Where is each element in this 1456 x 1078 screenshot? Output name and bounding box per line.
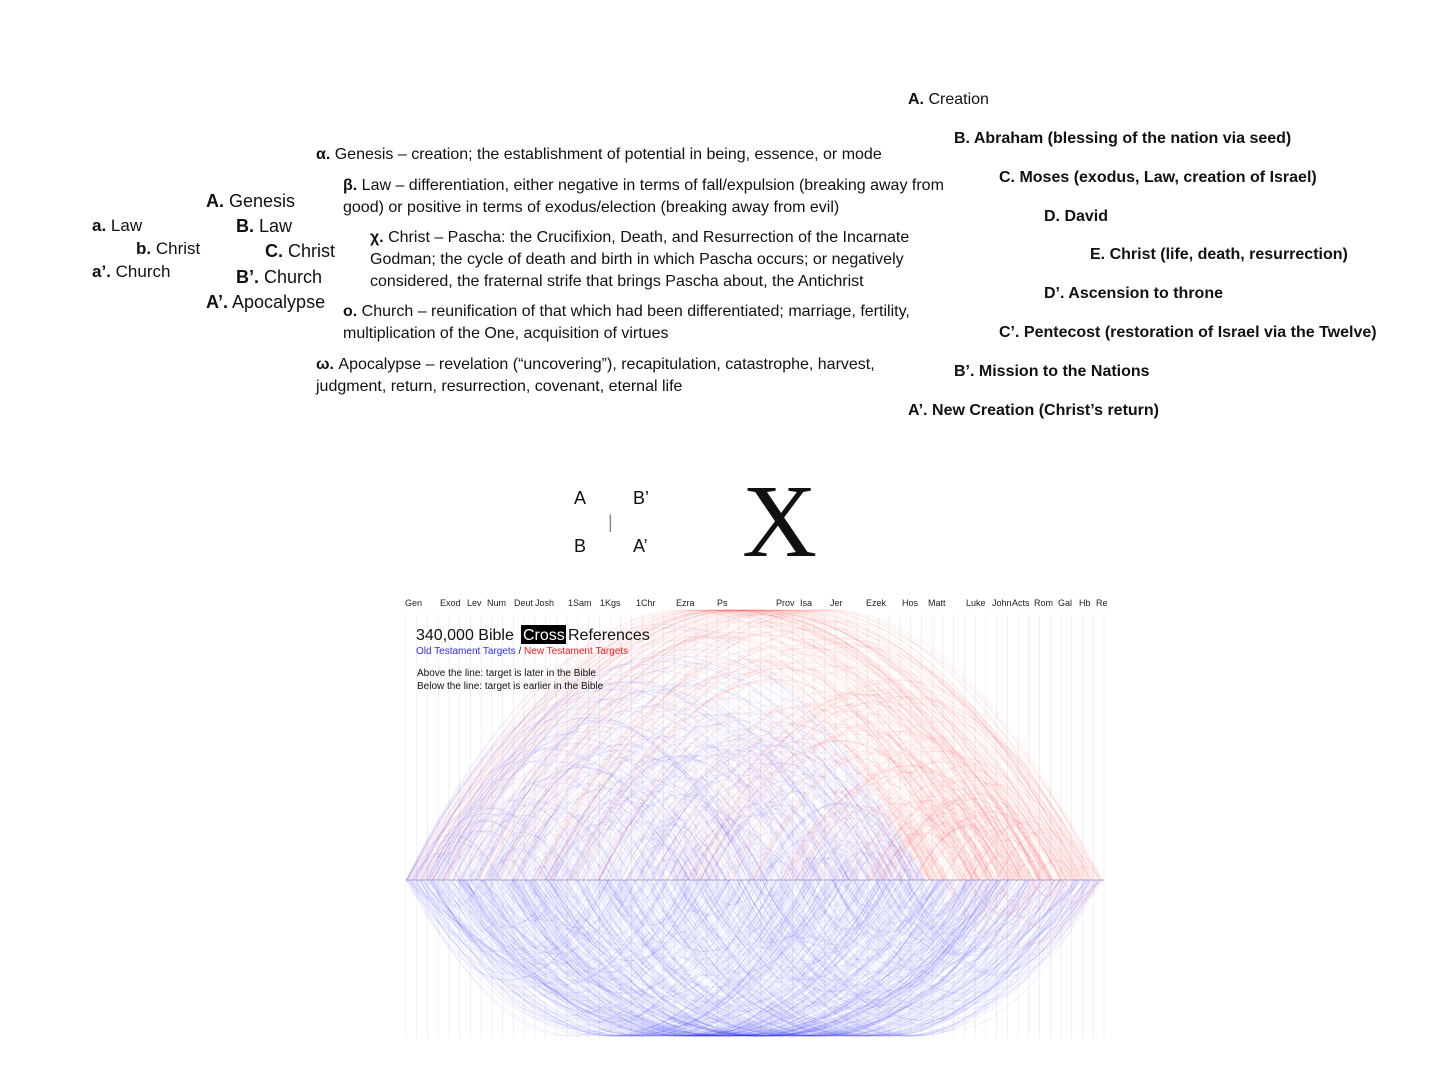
greek-omicron: ο. Church – reunification of that which had been differentiated; marriage, fertility, multiplication of the One, acquisition of virtues bbox=[343, 303, 910, 342]
chiasm-a-prime: A’ bbox=[633, 536, 648, 556]
book-label-hos: Hos bbox=[902, 598, 919, 608]
note-below-line: Below the line: target is earlier in the Bible bbox=[417, 681, 604, 692]
chiasm-b-prime: B’ bbox=[633, 488, 650, 508]
book-label-deut: Deut bbox=[514, 598, 534, 608]
book-label-ezra: Ezra bbox=[676, 598, 695, 608]
book-label-exod: Exod bbox=[440, 598, 461, 608]
book-label-lev: Lev bbox=[467, 598, 482, 608]
history-A-prime: A’. New Creation (Christ’s return) bbox=[908, 402, 1159, 419]
book-label-re: Re bbox=[1096, 598, 1108, 608]
book-label-rom: Rom bbox=[1034, 598, 1054, 608]
greek-chi: χ. Christ – Pascha: the Crucifixion, Death, and Resurrection of the Incarnate Godman; the cycle of death and birth in which Pascha occurs; or negatively considered, the fraternal strife that brings Pascha about, the Antichrist bbox=[370, 229, 910, 290]
book-label-acts: Acts bbox=[1012, 598, 1030, 608]
mid-outline-A: A. Genesis bbox=[206, 191, 296, 211]
arc-chart-title-highlight: Cross bbox=[523, 627, 565, 644]
mid-outline-C: C. Christ bbox=[265, 241, 336, 261]
book-label-gal: Gal bbox=[1058, 598, 1073, 608]
history-B-prime: B’. Mission to the Nations bbox=[954, 363, 1150, 380]
arcs-below-line bbox=[406, 880, 1103, 1036]
book-label-isa: Isa bbox=[800, 598, 813, 608]
chiasm-b: B bbox=[574, 536, 587, 556]
book-label-jer: Jer bbox=[830, 598, 843, 608]
book-label-1chr: 1Chr bbox=[636, 598, 656, 608]
book-label-gen: Gen bbox=[405, 598, 423, 608]
book-label-1sam: 1Sam bbox=[568, 598, 592, 608]
cross-reference-arc-chart bbox=[400, 590, 1110, 1040]
history-E: E. Christ (life, death, resurrection) bbox=[1090, 246, 1348, 263]
book-label-john: John bbox=[992, 598, 1012, 608]
greek-alpha: α. Genesis – creation; the establishment of potential in being, essence, or mode bbox=[316, 146, 882, 163]
small-outline-a: a. Law bbox=[92, 216, 143, 235]
history-C-prime: C’. Pentecost (restoration of Israel via the Twelve) bbox=[999, 324, 1377, 341]
arc-chart-legend: Old Testament Targets / New Testament Targets bbox=[416, 646, 629, 657]
book-label-1kgs: 1Kgs bbox=[600, 598, 621, 608]
book-label-ps: Ps bbox=[717, 598, 728, 608]
greek-beta: β. Law – differentiation, either negative in terms of fall/expulsion (breaking away from good) or positive in terms of exodus/election (breaking away from evil) bbox=[343, 177, 944, 216]
book-label-matt: Matt bbox=[928, 598, 946, 608]
book-labels bbox=[405, 598, 1108, 608]
book-label-prov: Prov bbox=[776, 598, 795, 608]
note-above-line: Above the line: target is later in the Bible bbox=[417, 668, 596, 679]
history-D-prime: D’. Ascension to throne bbox=[1044, 285, 1223, 302]
mid-outline-B-prime: B’. Church bbox=[236, 267, 323, 287]
greek-omega: ω. Apocalypse – revelation (“uncovering”), recapitulation, catastrophe, harvest, judgment, return, resurrection, covenant, eternal life bbox=[316, 356, 875, 395]
small-outline-b: b. Christ bbox=[136, 239, 201, 258]
big-chi-letter: X bbox=[742, 464, 818, 579]
book-label-luke: Luke bbox=[966, 598, 986, 608]
history-B: B. Abraham (blessing of the nation via seed) bbox=[954, 130, 1292, 147]
small-outline-a-prime: a’. Church bbox=[92, 262, 171, 281]
history-D: D. David bbox=[1044, 208, 1109, 225]
book-label-josh: Josh bbox=[535, 598, 555, 608]
book-label-hb: Hb bbox=[1079, 598, 1091, 608]
arc-chart-title-rest: References bbox=[568, 627, 650, 644]
history-C: C. Moses (exodus, Law, creation of Israel) bbox=[999, 169, 1317, 186]
mid-outline-B: B. Law bbox=[236, 216, 293, 236]
arc-chart-title: 340,000 Bible bbox=[416, 627, 514, 644]
book-label-ezek: Ezek bbox=[866, 598, 887, 608]
chiasm-divider: | bbox=[608, 512, 613, 532]
history-A: A. Creation bbox=[908, 91, 989, 108]
chiasm-a: A bbox=[574, 488, 587, 508]
mid-outline-A-prime: A’. Apocalypse bbox=[206, 292, 326, 312]
book-label-num: Num bbox=[487, 598, 507, 608]
